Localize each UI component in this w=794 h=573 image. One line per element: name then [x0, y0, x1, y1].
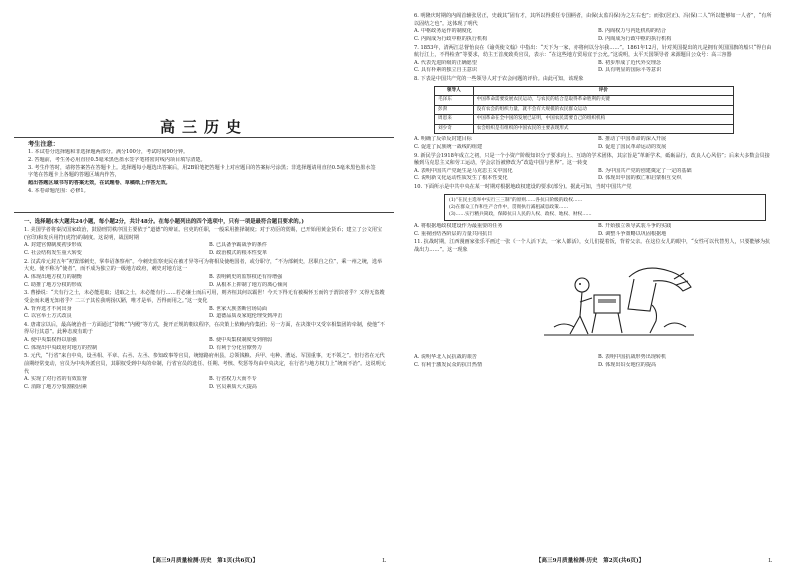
divider — [14, 212, 394, 213]
question-stem: 10. 下面所示是中共中央在某一时期对根据地政权建设的要求(部分)。据此可知，当时中国共产党 — [414, 184, 632, 191]
option: B. 使中央集权制度受到削弱 — [209, 337, 273, 344]
notice-line: 2. 答题前，考生务必用直径0.5毫米黑色墨水签字笔将密封线内项目填写清楚。 — [28, 156, 206, 163]
table-cell: 中国革命在全中国的发展已证明，中国农民需要自己的组织机构 — [473, 115, 733, 125]
question-list — [414, 12, 774, 369]
question-stem: 7. 1853年，清两江总督怡良在《谕英使文翰》中指出：“天下为一家，亦将何以分尔我……”。1861年12月，针对英国提出的凡是拥有英国国旗的船只“得自由航行江上，不得检查”等要求，幼主王首度致英官员，表示：“在这些地方贸易宜于公允。”这说明，太平天国领导者 来源题目公众号：高三容器 — [414, 44, 772, 59]
notice-line: 3. 考生作答时，请将答案答在答题卡上。选择题每小题选出答案后，用2B铅笔把答题卡上对应题目的答案标号涂黑；非选择题请用直径0.5毫米黑色墨水签字笔在答题卡上各题的答题区域内作答， — [28, 164, 376, 179]
option: A. 封建官僚制度初步形成 — [24, 242, 82, 249]
option: C. 促进了民族统一战线的组建 — [414, 143, 483, 150]
question — [24, 227, 386, 258]
question — [24, 259, 386, 290]
option: B. 为中国共产党的创建奠定了一定的基础 — [598, 167, 692, 174]
option: A. 使中央集权得以加强 — [24, 337, 77, 344]
box-line: (3)……实行精兵简政，保障抗日人民的人权、政权、地权、财权…… — [449, 211, 592, 217]
question — [24, 290, 386, 321]
option: A. 代表先进阶级的正确愿望 — [414, 59, 477, 66]
question-list — [24, 218, 386, 392]
question-stem: 4. 唐肃宗以后，最高统治者一方面通过“捺帐”“内殿”等方式，拢开正规的朝议程序，在决策上依赖内侍集团；另一方面，在决策中又受宰相集团的牵制，使他“不得尽行其意”。此种态度有助于 — [24, 321, 385, 336]
option: B. 推动了中国革命的深入开展 — [598, 136, 667, 143]
table-cell: 周恩来 — [435, 115, 474, 125]
left-page — [14, 8, 394, 565]
table-row — [435, 115, 734, 125]
right-page — [400, 8, 780, 565]
option: C. 社会结构发生重大转变 — [24, 250, 82, 257]
table-header: 领导人 — [435, 86, 474, 96]
footer-label: 【高三9月质量检测·历史 第1页(共6页)】 — [149, 557, 259, 564]
option: A. 体现出地方权力的制衡 — [24, 273, 82, 280]
question — [414, 153, 774, 184]
table-row — [435, 105, 734, 115]
option: C. 有利于激发民众的抗日热情 — [414, 361, 483, 368]
question-stem: 8. 下表是中国共产党的一些领导人对于农会问题的评价。由此可知，该现象 — [414, 76, 584, 83]
footer-label: 【高三9月质量检测·历史 第2页(共6页)】 — [535, 557, 645, 564]
question-stem: 5. 元代，“行省”来自中央，设丞相、平章、右丞、左丞、参知政事等官员，统辖路府州县，总领钱粮、兵甲、屯种、漕运、军国重事，无不领之”。但行省在元代前期经常变动，官员为中央外派官员，其职权受到中央的牵制，行省官员的选任、任期、考核、奖惩等均由中央决定，在行省与地方权力上“统而不治”。这说明元代 — [24, 353, 386, 375]
option: C. 助推了地方分权的形成 — [24, 281, 82, 288]
question — [414, 13, 774, 44]
question — [414, 45, 774, 76]
question — [414, 239, 774, 369]
option: D. 政治模式的根本性变革 — [209, 250, 268, 257]
option: B. 表明刺史的监察权还有待增强 — [209, 273, 283, 280]
question-stem: 2. 汉武帝元封五年“初置部刺史，掌奉诏条察州”。今刺史监察吏民在被才异等可为将相及使绝国者，或分职守，“不为部刺史，居职自之位”，乘一州之统，选举大吏。使不称为“使者”，而不成为独立的一级地方政府，刺史对地方这一 — [24, 258, 383, 273]
table-cell: 农会组织是有组织的中国农民的主要表现形式 — [473, 124, 733, 134]
box-line: (1)“在民主选举中实行三三制”的原则……各抗日阶级的政权…… — [449, 197, 583, 203]
option: B. 已具备争霸战争的条件 — [209, 242, 267, 249]
option: A. 明确了反帝反封建目标 — [414, 136, 472, 143]
option: D. 官员素质大大提高 — [209, 383, 257, 390]
question — [414, 184, 774, 238]
question-stem: 3. 曹操说：“夫有行之士，未必能进取；进取之士，未必能有行……若必廉士而后可用，则齐桓其何以霸世！今天下得无有被褐怀玉而钓于渭滨者乎？又得无盗嫂受金而未遇无知者乎？二三子其佐我明扬仄陋，唯才是举，吾得而用之。”这一变化 — [24, 290, 385, 304]
option: D. 促进了国民革命运动的发展 — [598, 143, 667, 150]
question-stem: 6. 明隆庆时期的内阁首辅张居正，史载其“固有才，其所以得委任专国柄者，由保(太监冯保)为之左右也”；而张(居正)、冯(保)二人“所以能够如一人者”，“有所以固结之也”。这体现了明代 — [414, 13, 772, 27]
exam-notice — [28, 140, 378, 195]
table-row — [435, 124, 734, 134]
option: C. 说明新文化运动性质发生了根本性变化 — [414, 175, 508, 182]
option: D. 具有明显的国际平等意识 — [598, 67, 662, 74]
page-marker: L — [768, 557, 772, 564]
divider — [14, 137, 394, 138]
option: A. 表明中国共产党诞生是马克思主义中国化 — [414, 167, 513, 174]
option: B. 行省权力大而不专 — [209, 376, 257, 383]
option: C. 以官举士方式改良 — [24, 313, 72, 320]
notice-line: 1. 本试卷分选择题和非选择题两部分。满分100分，考试时间90分钟。 — [28, 149, 189, 156]
option: C. 消除了地方分裂割据因素 — [24, 383, 87, 390]
table-cell: 中国革命需要发展农民运动，与农民的结合是取得革命胜利的关键 — [473, 96, 733, 106]
option: C. 具有朴素的独立自主意识 — [414, 67, 477, 74]
option: B. 表明中国抗战形势出现转机 — [598, 354, 667, 361]
table-header: 评价 — [473, 86, 733, 96]
option: B. 初步形成了近代外交理念 — [598, 59, 662, 66]
box-line: (2)在群众工作和生产合作中，贯彻执行减租减息政策…… — [449, 204, 569, 210]
question-stem: 11. 抗战时期，江西漫画家张乐平画过一张《一个人活下去，一家人都活》，女儿们提着饭，背着父亲。在这位女儿的眼中，“女性可以代替男人，只要能够为抗战出力……”。这一现象 — [414, 239, 771, 253]
leader-evaluation-table — [434, 86, 734, 135]
option: D. 调整斗争策略以巩固根据地 — [598, 230, 667, 237]
option: B. 内阁权力与内廷机构的结合 — [598, 28, 667, 35]
notice-heading: 考生注意： — [28, 141, 59, 148]
section-heading: 一、选择题(本大题共24小题，每小题2分，共计48分。在每小题列出的四个选项中，只有一项是最符合题目要求的。) — [24, 219, 304, 225]
option: D. 体现出中国的救亡和启蒙相互交织 — [598, 175, 682, 182]
option: A. 中枢政务运作的制度化 — [414, 28, 472, 35]
table-cell: 彭湃 — [435, 105, 474, 115]
option: A. 背弃选才不问出身 — [24, 305, 72, 312]
option: A. 说明华北人民抗战的艰苦 — [414, 354, 477, 361]
option: C. 内阁成为行政中枢的执行机构 — [414, 35, 488, 42]
option: A. 将根据地政权建设作为最重要的任务 — [414, 222, 503, 229]
table-cell: 刘少奇 — [435, 124, 474, 134]
table-cell: 没有农会的组织力量，就不会有大规模的农民群众运动 — [473, 105, 733, 115]
question-stem: 1. 美国学者将秦汉国家政治，鼓励刑罚秩序国主要依于“道德”的辩证。官吏的任职，一般采用推择制度；对于功臣的赏赐，已开始用黄金货币；建立了公文用宝(官印)和发兵用符(虎符)的制度。这说明，战国时期 — [24, 227, 383, 241]
option: D. 道德品质及家庭伦理受到冲击 — [209, 313, 283, 320]
option: A. 实现了对行省的有效监督 — [24, 376, 87, 383]
page-footer — [14, 557, 394, 565]
option: B. 开始独立领导武装斗争的实践 — [598, 222, 672, 229]
option: C. 重视团结各阶层的力量共同抗日 — [414, 230, 493, 237]
option: D. 有利于分化官僚势力 — [209, 344, 262, 351]
option: D. 从根本上抑制了地方的离心倾向 — [209, 281, 288, 288]
notice-line-bold: 超出答题区域书写的答案无效，在试题卷、草稿纸上作答无效。 — [28, 179, 171, 186]
option: D. 内阁成为行政中枢的执行机构 — [598, 35, 672, 42]
option: C. 体现出中央政府对地方的控制 — [24, 344, 98, 351]
page-footer — [400, 557, 780, 565]
table-row — [435, 96, 734, 106]
quoted-policy-box — [444, 194, 766, 221]
option: B. 世家大族垄断官场局面 — [209, 305, 267, 312]
question — [24, 322, 386, 353]
option: D. 体现出妇女地位的提高 — [598, 361, 657, 368]
question — [24, 353, 386, 391]
page-title: 高三历史 — [159, 118, 248, 136]
question-stem: 9. 新民学会1918年成立之初，只是一个小资产阶级知识分子要求向上、互助的学术团体，其宗旨是“革新学术，砥砺品行，改良人心风俗”；后来大多数会员接触到马克思主义和劳工运动，学会宗旨被修改为“改造中国与世界”。这一转变 — [414, 152, 770, 167]
question — [414, 76, 774, 151]
page-marker: L — [382, 557, 386, 564]
notice-line: 4. 本卷命题范围：必修1。 — [28, 187, 89, 194]
table-cell: 毛泽东 — [435, 96, 474, 106]
wartime-cartoon-illustration — [534, 257, 704, 347]
